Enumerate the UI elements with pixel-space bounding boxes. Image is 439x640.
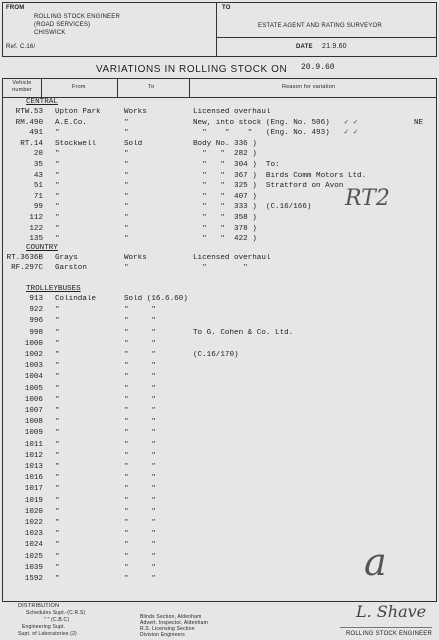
vehicle-number-cell: 1013	[24, 463, 43, 471]
vehicle-number-cell: 998	[29, 328, 43, 337]
vehicle-number-cell: 99	[33, 203, 43, 212]
table-row	[0, 129, 439, 140]
table-row	[0, 108, 439, 119]
to-cell: " "	[124, 463, 156, 471]
vehicle-number-cell: 1023	[24, 530, 43, 539]
from-cell: "	[55, 203, 60, 212]
col-header-vehicle: Vehicle number	[12, 80, 32, 93]
from-line-1: ROLLING STOCK ENGINEER	[34, 14, 120, 20]
to-underline	[217, 37, 436, 38]
table-row	[0, 452, 439, 463]
to-cell: "	[124, 129, 129, 138]
from-cell: "	[55, 395, 60, 404]
dist-left-2: " " (C.B.C)	[44, 617, 70, 623]
from-cell: "	[55, 192, 60, 201]
table-row	[0, 295, 439, 306]
to-cell: Sold (16.6.60)	[124, 295, 188, 303]
from-cell: "	[55, 563, 60, 572]
to-cell: " "	[124, 317, 156, 326]
col-divider-2	[117, 78, 118, 98]
check-mark-2: ✓ ✓	[344, 129, 358, 137]
rt2-handwriting: RT2	[345, 186, 390, 211]
vehicle-number-cell: 1016	[24, 474, 43, 483]
to-cell: " "	[124, 306, 156, 315]
from-cell: "	[55, 418, 60, 427]
vehicle-number-cell: 1000	[24, 339, 43, 348]
header-bottom-border	[2, 56, 437, 57]
table-top-border	[2, 78, 437, 79]
table-row	[0, 214, 439, 225]
table-row	[0, 519, 439, 530]
vehicle-number-cell: 20	[33, 150, 43, 159]
to-cell: "	[124, 224, 129, 233]
vehicle-number-cell: 1008	[24, 418, 43, 427]
to-label: TO	[222, 5, 231, 11]
from-cell: "	[55, 440, 60, 449]
vehicle-number-cell: 1005	[24, 384, 43, 393]
reason-cell: " "	[193, 264, 248, 272]
to-cell: Works	[124, 254, 147, 262]
to-cell: " "	[124, 485, 156, 494]
from-cell: "	[55, 351, 60, 359]
vehicle-number-cell: RF.297C	[11, 264, 43, 272]
to-cell: " "	[124, 563, 156, 572]
reason-cell: To G. Cohen & Co. Ltd.	[193, 328, 294, 337]
to-cell: " "	[124, 519, 156, 527]
vehicle-number-cell: RM.490	[15, 118, 43, 127]
table-row	[0, 351, 439, 362]
from-cell: Upton Park	[55, 108, 101, 116]
vehicle-number-cell: 1002	[24, 351, 43, 359]
table-row	[0, 463, 439, 474]
vehicle-number-cell: RT.14	[20, 139, 43, 148]
to-cell: " "	[124, 474, 156, 483]
from-cell: "	[55, 552, 60, 561]
from-cell: "	[55, 474, 60, 483]
from-cell: "	[55, 407, 60, 415]
table-row	[0, 340, 439, 351]
vehicle-number-cell: 1017	[24, 485, 43, 494]
section-central: CENTRAL	[26, 98, 58, 106]
table-row	[0, 497, 439, 508]
from-cell: "	[55, 429, 60, 438]
from-cell: Colindale	[55, 295, 97, 303]
date-label: DATE	[296, 44, 313, 50]
vehicle-number-cell: 51	[33, 182, 43, 191]
table-row	[0, 329, 439, 340]
to-cell: " "	[124, 384, 156, 393]
vehicle-number-cell: 1011	[24, 440, 43, 449]
table-row	[0, 254, 439, 264]
signatory-title: ROLLING STOCK ENGINEER	[346, 631, 432, 637]
table-row	[0, 485, 439, 496]
table-row	[0, 508, 439, 519]
title-date: 20.9.60	[301, 63, 335, 72]
table-row	[0, 441, 439, 452]
vehicle-number-cell: 1039	[24, 563, 43, 572]
date-value: 21.9.60	[322, 43, 347, 50]
from-cell: "	[55, 150, 60, 159]
from-cell: "	[55, 362, 60, 371]
distribution-label: DISTRIBUTION	[18, 603, 60, 609]
reason-cell: " " 422 )	[193, 235, 257, 244]
to-cell: "	[124, 235, 129, 244]
to-cell: " "	[124, 552, 156, 561]
from-cell: A.E.Co.	[55, 118, 87, 127]
to-cell: "	[124, 264, 129, 272]
to-cell: "	[124, 214, 129, 222]
table-row	[0, 172, 439, 183]
vehicle-number-cell: 1007	[24, 407, 43, 415]
from-cell: "	[55, 214, 60, 222]
reason-cell: " " 325 ) Stratford on Avon	[193, 182, 344, 191]
from-cell: "	[55, 317, 60, 326]
vehicle-number-cell: 1024	[24, 541, 43, 550]
section-trolleybuses: TROLLEYBUSES	[26, 285, 81, 293]
dist-right-4: Division Engineers	[140, 632, 186, 638]
reason-cell: (C.16/170)	[193, 351, 239, 359]
from-cell: "	[55, 129, 60, 138]
to-cell: " "	[124, 440, 156, 449]
vehicle-number-cell: 996	[29, 317, 43, 326]
to-cell: "	[124, 171, 129, 180]
vehicle-number-cell: 922	[29, 306, 43, 315]
initial-handwriting: a	[364, 540, 387, 584]
table-row	[0, 119, 439, 130]
header-top-border	[2, 2, 437, 3]
vehicle-number-cell: 1019	[24, 496, 43, 505]
from-cell: "	[55, 161, 60, 169]
to-cell: " "	[124, 575, 156, 583]
to-value: ESTATE AGENT AND RATING SURVEYOR	[258, 23, 382, 29]
to-cell: " "	[124, 328, 156, 337]
to-cell: "	[124, 192, 129, 201]
dist-left-1: Schedules Supt.-(C.R.S)	[26, 610, 86, 616]
from-line-2: (ROAD SERVICES)	[34, 22, 91, 28]
signature-line	[340, 627, 432, 628]
reason-cell: New, into stock (Eng. No. 506)	[193, 118, 330, 127]
ref-value: C.16/	[20, 44, 36, 50]
from-cell: "	[55, 496, 60, 505]
from-cell: "	[55, 171, 60, 180]
from-cell: "	[55, 575, 60, 583]
vehicle-number-cell: 1006	[24, 395, 43, 404]
vehicle-number-cell: 491	[29, 129, 43, 138]
dist-left-4: Supt. of Laboratories (2)	[18, 631, 77, 637]
vehicle-number-cell: 112	[29, 214, 43, 222]
to-cell: " "	[124, 541, 156, 550]
from-cell: "	[55, 485, 60, 494]
table-row	[0, 385, 439, 396]
reason-cell: Licensed overhaul	[193, 108, 271, 116]
table-row	[0, 317, 439, 328]
to-cell: " "	[124, 373, 156, 382]
col-header-reason: Reason for variation	[282, 84, 336, 90]
from-cell: "	[55, 224, 60, 233]
vehicle-number-cell: 1592	[24, 575, 43, 583]
check-mark-1: ✓ ✓	[344, 119, 358, 127]
col-header-to: To	[148, 84, 155, 90]
reason-cell: " " 378 )	[193, 224, 257, 233]
table-row	[0, 407, 439, 418]
vehicle-number-cell: 1020	[24, 507, 43, 516]
reason-cell: " " 367 ) Birds Comm Motors Ltd.	[193, 171, 367, 180]
dist-right-1: Blinds Section, Aldenham	[140, 614, 202, 620]
ref-label: Ref.	[6, 44, 18, 50]
from-cell: "	[55, 541, 60, 550]
table-row	[0, 235, 439, 246]
ne-mark: NE	[414, 119, 424, 127]
to-cell: " "	[124, 530, 156, 539]
to-cell: " "	[124, 507, 156, 516]
header-right-border	[436, 2, 437, 57]
signature: L. Shave	[356, 602, 427, 621]
to-cell: " "	[124, 451, 156, 460]
from-cell: "	[55, 463, 60, 471]
to-cell: " "	[124, 362, 156, 371]
vehicle-number-cell: 1025	[24, 552, 43, 561]
reason-cell: " " 358 )	[193, 214, 257, 222]
table-row	[0, 140, 439, 151]
reason-cell: " " 407 )	[193, 192, 257, 201]
vehicle-number-cell: RTW.53	[15, 108, 43, 116]
table-row	[0, 225, 439, 236]
from-cell: "	[55, 328, 60, 337]
dist-right-3: R.S. Licensing Section	[140, 626, 195, 632]
to-cell: "	[124, 150, 129, 159]
from-cell: "	[55, 384, 60, 393]
reason-cell: Body No. 336 )	[193, 139, 257, 148]
reason-cell: " " 304 ) To:	[193, 161, 280, 169]
from-cell: "	[55, 235, 60, 244]
from-cell: "	[55, 182, 60, 191]
vehicle-number-cell: 1003	[24, 362, 43, 371]
from-cell: Stockwell	[55, 139, 97, 148]
reason-cell: " " 282 )	[193, 150, 257, 159]
to-cell: Works	[124, 108, 147, 116]
to-cell: " "	[124, 339, 156, 348]
header-left-border	[2, 2, 3, 57]
vehicle-number-cell: 71	[33, 192, 43, 201]
table-row	[0, 264, 439, 274]
to-cell: " "	[124, 407, 156, 415]
vehicle-number-cell: 1012	[24, 451, 43, 460]
table-row	[0, 150, 439, 161]
table-row	[0, 474, 439, 485]
from-cell: Grays	[55, 254, 78, 262]
table-row	[0, 306, 439, 317]
table-row	[0, 418, 439, 429]
from-cell: Garston	[55, 264, 87, 272]
document-title: VARIATIONS IN ROLLING STOCK ON	[96, 64, 288, 75]
table-row	[0, 373, 439, 384]
from-label: FROM	[6, 5, 25, 11]
table-header-rule	[2, 97, 437, 98]
col-divider-1	[41, 78, 42, 98]
from-cell: "	[55, 507, 60, 516]
reason-cell: " " " (Eng. No. 493)	[193, 129, 330, 138]
vehicle-number-cell: 122	[29, 224, 43, 233]
from-cell: "	[55, 519, 60, 527]
vehicle-number-cell: 1022	[24, 519, 43, 527]
from-cell: "	[55, 306, 60, 315]
from-cell: "	[55, 451, 60, 460]
dist-right-2: Advert. Inspector, Aldenham	[140, 620, 208, 626]
vehicle-number-cell: 913	[29, 295, 43, 303]
vehicle-number-cell: 1004	[24, 373, 43, 382]
to-cell: "	[124, 203, 129, 212]
to-cell: " "	[124, 351, 156, 359]
to-cell: Sold	[124, 139, 143, 148]
reason-cell: Licensed overhaul	[193, 254, 271, 262]
to-cell: "	[124, 161, 129, 169]
to-cell: " "	[124, 496, 156, 505]
vehicle-number-cell: 43	[33, 171, 43, 180]
table-row	[0, 396, 439, 407]
vehicle-number-cell: 1009	[24, 429, 43, 438]
vehicle-number-cell: 135	[29, 235, 43, 244]
from-cell: "	[55, 373, 60, 382]
from-cell: "	[55, 339, 60, 348]
to-cell: "	[124, 118, 129, 127]
reason-cell: " " 333 ) (C.16/166)	[193, 203, 312, 212]
table-row	[0, 429, 439, 440]
to-cell: "	[124, 182, 129, 191]
dist-left-3: Engineering Supt.	[22, 624, 66, 630]
col-header-from: From	[72, 84, 86, 90]
to-cell: " "	[124, 429, 156, 438]
to-cell: " "	[124, 395, 156, 404]
header-divider	[216, 2, 217, 57]
col-divider-3	[189, 78, 190, 98]
to-cell: " "	[124, 418, 156, 427]
table-row	[0, 362, 439, 373]
section-country: COUNTRY	[26, 244, 58, 252]
from-line-3: CHISWICK	[34, 30, 66, 36]
vehicle-number-cell: 35	[33, 161, 43, 169]
table-row	[0, 161, 439, 172]
from-cell: "	[55, 530, 60, 539]
vehicle-number-cell: RT.3636B	[6, 254, 43, 262]
